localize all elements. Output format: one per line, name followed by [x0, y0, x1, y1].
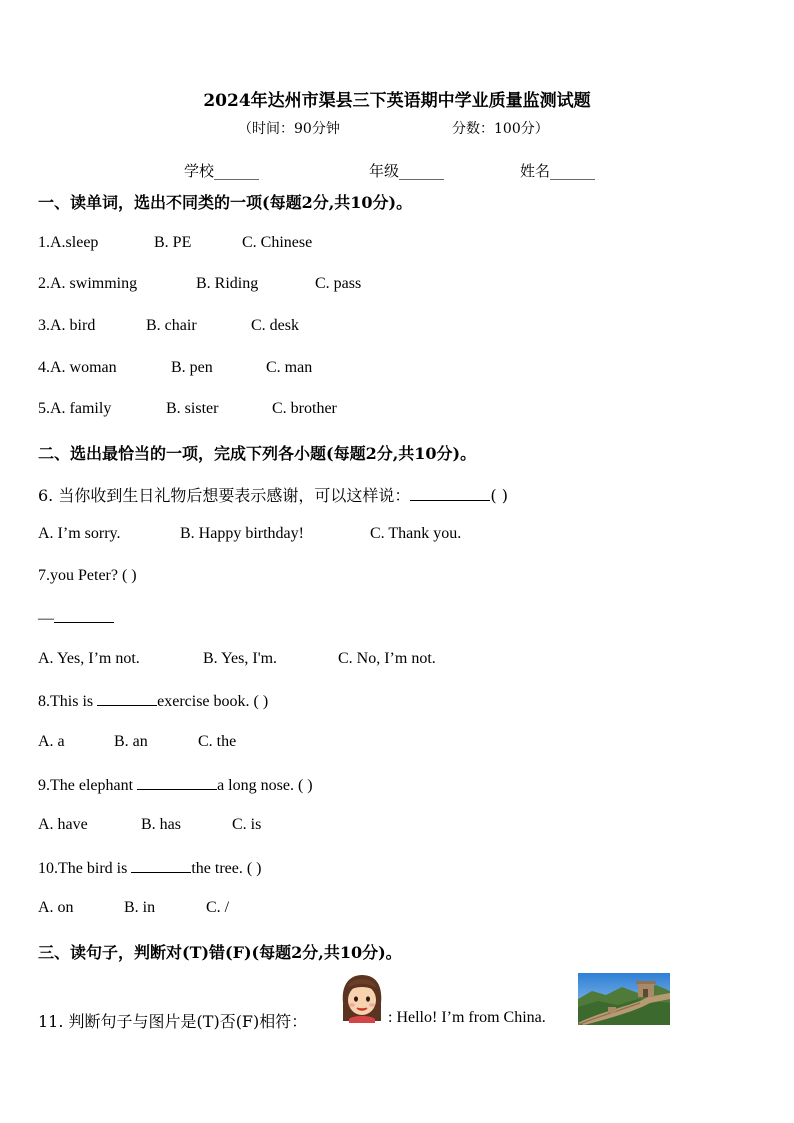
option-b[interactable]: B. Riding: [196, 275, 259, 292]
option-c[interactable]: C. /: [206, 899, 230, 916]
answer-blank[interactable]: [410, 486, 490, 501]
answer-blank[interactable]: [97, 691, 157, 706]
question-7: 7.you Peter? ( ): [38, 567, 137, 584]
question-stem: 9.The elephant: [38, 777, 138, 794]
question-5: [38, 400, 337, 418]
option-a[interactable]: A. I’m sorry.: [38, 525, 121, 542]
section-1-heading: 一、读单词，选出不同类的一项(每题2分,共10分)。: [38, 193, 413, 212]
question-10-options: [38, 899, 229, 917]
option-c[interactable]: C. man: [266, 359, 313, 376]
question-stem-end: a long nose. ( ): [217, 777, 313, 794]
option-a[interactable]: A. bird: [50, 317, 96, 334]
section-3-heading: 三、读句子，判断对(T)错(F)(每题2分,共10分)。: [38, 943, 402, 962]
option-b[interactable]: B. in: [124, 899, 156, 916]
girl-picture-icon: [337, 973, 387, 1023]
option-a[interactable]: A. have: [38, 816, 88, 833]
option-c[interactable]: C. pass: [315, 275, 362, 292]
answer-blank[interactable]: [137, 775, 217, 790]
question-stem-end: exercise book. ( ): [157, 693, 269, 710]
question-6-options: [38, 525, 461, 543]
option-b[interactable]: B. sister: [166, 400, 219, 417]
option-b[interactable]: B. has: [141, 816, 181, 833]
question-stem: 8.This is: [38, 693, 98, 710]
option-b[interactable]: B. an: [114, 733, 148, 750]
question-number: 2.: [38, 275, 50, 292]
option-a[interactable]: A. woman: [50, 359, 117, 376]
question-stem-end: the tree. ( ): [191, 860, 262, 877]
option-c[interactable]: C. Thank you.: [370, 525, 462, 542]
question-number: 1.: [38, 234, 50, 251]
question-1: [38, 234, 312, 252]
question-11-sentence: : Hello! I’m from China.: [388, 1009, 546, 1026]
question-8-options: [38, 733, 236, 751]
question-9-options: [38, 816, 261, 834]
question-stem: 10.The bird is: [38, 860, 132, 877]
option-a[interactable]: A. swimming: [50, 275, 138, 292]
option-a[interactable]: A. Yes, I’m not.: [38, 650, 140, 667]
grade-field[interactable]: 年级______: [369, 162, 445, 180]
section-2-heading: 二、选出最恰当的一项，完成下列各小题(每题2分,共10分)。: [38, 444, 477, 463]
great-wall-picture-icon: [578, 973, 670, 1025]
option-a[interactable]: A.sleep: [50, 234, 99, 251]
name-field[interactable]: 姓名______: [520, 162, 596, 180]
question-6: [38, 483, 508, 506]
option-c[interactable]: C. No, I’m not.: [338, 650, 436, 667]
question-stem: 11. 判断句子与图片是(T)否(F)相符：: [38, 1012, 308, 1031]
exam-score: 分数：100分）: [452, 121, 549, 137]
option-b[interactable]: B. Yes, I'm.: [203, 650, 278, 667]
question-4: [38, 359, 312, 377]
question-number: 3.: [38, 317, 50, 334]
question-9: [38, 775, 313, 795]
answer-paren[interactable]: ( ): [490, 486, 508, 505]
option-c[interactable]: C. Chinese: [242, 234, 313, 251]
option-b[interactable]: B. pen: [171, 359, 213, 376]
option-b[interactable]: B. Happy birthday!: [180, 525, 304, 542]
question-10: [38, 858, 262, 878]
question-stem: 6. 当你收到生日礼物后想要表示感谢，可以这样说：: [38, 486, 411, 505]
option-a[interactable]: A. a: [38, 733, 65, 750]
question-number: 5.: [38, 400, 50, 417]
question-8: [38, 691, 268, 711]
answer-blank[interactable]: [131, 858, 191, 873]
answer-blank[interactable]: [54, 608, 114, 623]
option-c[interactable]: C. is: [232, 816, 262, 833]
question-2: [38, 275, 361, 293]
option-a[interactable]: A. family: [50, 400, 112, 417]
question-7-options: [38, 650, 436, 668]
question-7-answer-line: [38, 608, 114, 628]
question-3: [38, 317, 299, 335]
option-a[interactable]: A. on: [38, 899, 74, 916]
question-number: 4.: [38, 359, 50, 376]
option-c[interactable]: C. brother: [272, 400, 337, 417]
question-11: [38, 1009, 307, 1032]
exam-time: （时间：90分钟: [238, 121, 340, 137]
option-c[interactable]: C. desk: [251, 317, 299, 334]
dash: —: [38, 610, 54, 627]
option-b[interactable]: B. PE: [154, 234, 192, 251]
school-field[interactable]: 学校______: [184, 162, 260, 180]
option-c[interactable]: C. the: [198, 733, 237, 750]
option-b[interactable]: B. chair: [146, 317, 197, 334]
page-title: 2024年达州市渠县三下英语期中学业质量监测试题: [203, 91, 591, 111]
